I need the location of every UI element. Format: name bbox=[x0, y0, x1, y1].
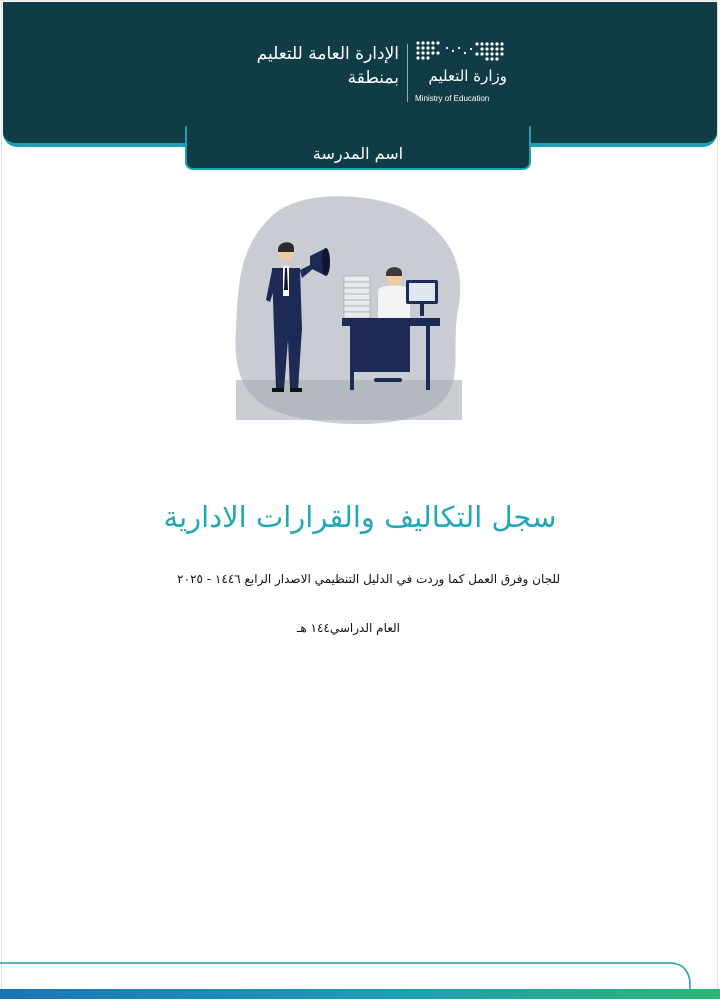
manager-megaphone-illustration bbox=[228, 190, 468, 430]
ministry-name-ar: وزارة التعليم bbox=[428, 67, 507, 85]
ministry-name-en: Ministry of Education bbox=[415, 94, 490, 103]
school-name-tab: اسم المدرسة bbox=[185, 126, 531, 170]
region-label: بمنطقة bbox=[347, 68, 399, 88]
footer-wave-icon bbox=[0, 955, 720, 1003]
admin-title: الإدارة العامة للتعليم bbox=[256, 44, 399, 64]
header-divider bbox=[407, 44, 408, 102]
subtitle: للجان وفرق العمل كما وردت في الدليل التنظيمي الاصدار الرابع ١٤٤٦ - ٢٠٢٥ bbox=[177, 572, 560, 586]
ministry-logo-icon bbox=[415, 40, 515, 110]
page-title: سجل التكاليف والقرارات الادارية bbox=[163, 500, 557, 534]
academic-year: العام الدراسي١٤٤ هـ bbox=[296, 621, 400, 635]
admin-block bbox=[179, 42, 399, 90]
